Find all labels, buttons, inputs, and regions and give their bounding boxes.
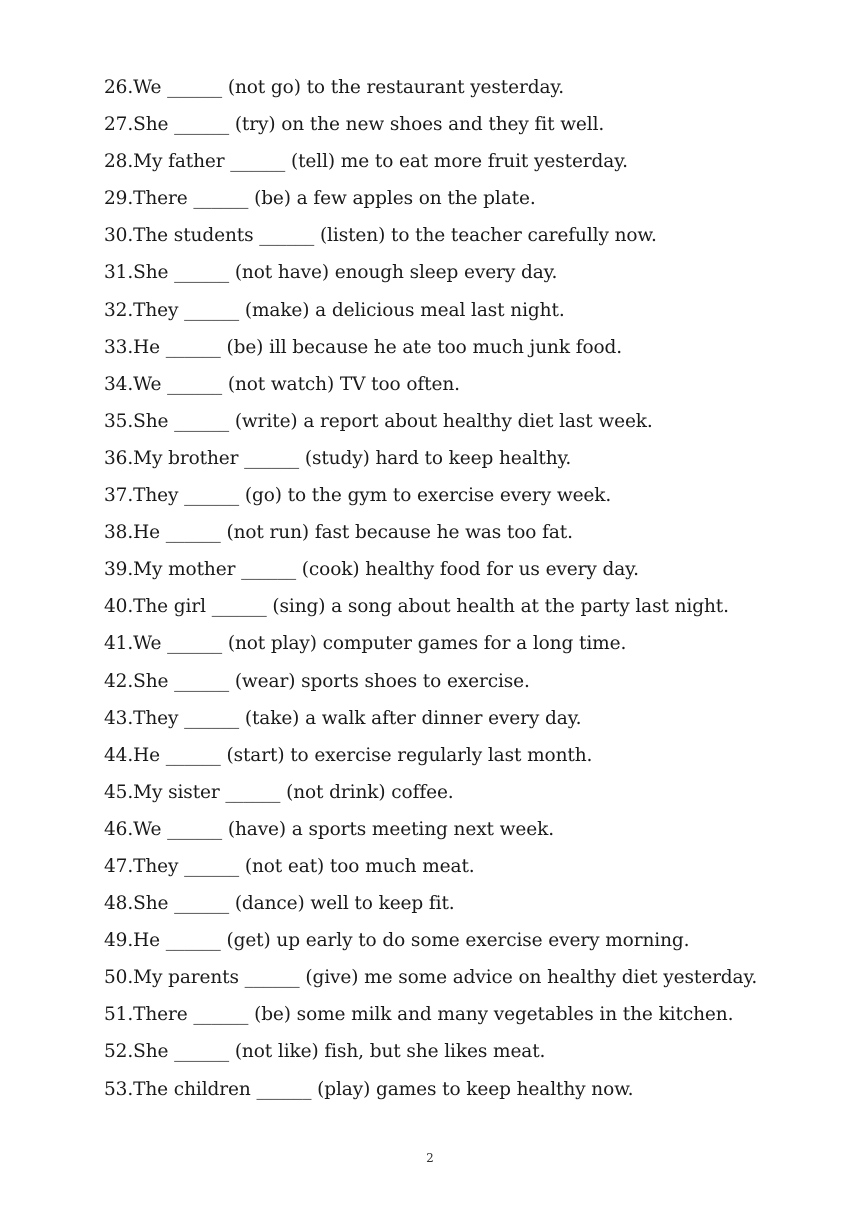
exercise-item-27: 27.She ______ (try) on the new shoes and they fit well. [104,114,605,136]
exercise-item-38: 38.He ______ (not run) fast because he was too fat. [104,522,573,544]
exercise-item-26: 26.We ______ (not go) to the restaurant yesterday. [104,77,565,98]
exercise-item-28: 28.My father ______ (tell) me to eat more fruit yesterday. [104,151,628,173]
exercise-item-39: 39.My mother ______ (cook) healthy food for us every day. [104,559,639,581]
exercise-item-34: 34.We ______ (not watch) TV too often. [104,373,460,395]
exercise-item-50: 50.My parents ______ (give) me some advice on healthy diet yesterday. [104,967,758,989]
exercise-item-37: 37.They ______ (go) to the gym to exercise every week. [104,485,612,507]
exercise-item-47: 47.They ______ (not eat) too much meat. [104,855,475,877]
exercise-item-46: 46.We ______ (have) a sports meeting next week. [104,818,554,840]
exercise-item-36: 36.My brother ______ (study) hard to keep healthy. [104,447,572,469]
exercise-item-40: 40.The girl ______ (sing) a song about health at the party last night. [104,596,729,618]
exercise-item-48: 48.She ______ (dance) well to keep fit. [104,893,455,915]
exercise-item-49: 49.He ______ (get) up early to do some exercise every morning. [104,930,690,952]
exercise-item-35: 35.She ______ (write) a report about healthy diet last week. [104,410,653,432]
exercise-item-45: 45.My sister ______ (not drink) coffee. [104,781,454,803]
exercise-item-42: 42.She ______ (wear) sports shoes to exercise. [104,670,530,692]
exercise-item-33: 33.He ______ (be) ill because he ate too much junk food. [104,336,623,358]
exercise-item-52: 52.She ______ (not like) fish, but she likes meat. [104,1041,546,1063]
page-number: 2 [426,1151,434,1165]
exercise-item-51: 51.There ______ (be) some milk and many vegetables in the kitchen. [104,1004,734,1026]
exercise-list [104,74,824,1113]
exercise-item-44: 44.He ______ (start) to exercise regularly last month. [104,744,593,766]
exercise-item-43: 43.They ______ (take) a walk after dinner every day. [104,707,582,729]
exercise-item-53: 53.The children ______ (play) games to keep healthy now. [104,1078,634,1100]
exercise-item-32: 32.They ______ (make) a delicious meal last night. [104,299,565,321]
exercise-item-29: 29.There ______ (be) a few apples on the plate. [104,188,536,210]
exercise-item-41: 41.We ______ (not play) computer games for a long time. [104,633,627,655]
exercise-item-31: 31.She ______ (not have) enough sleep every day. [104,262,558,284]
exercise-item-30: 30.The students ______ (listen) to the teacher carefully now. [104,225,657,247]
